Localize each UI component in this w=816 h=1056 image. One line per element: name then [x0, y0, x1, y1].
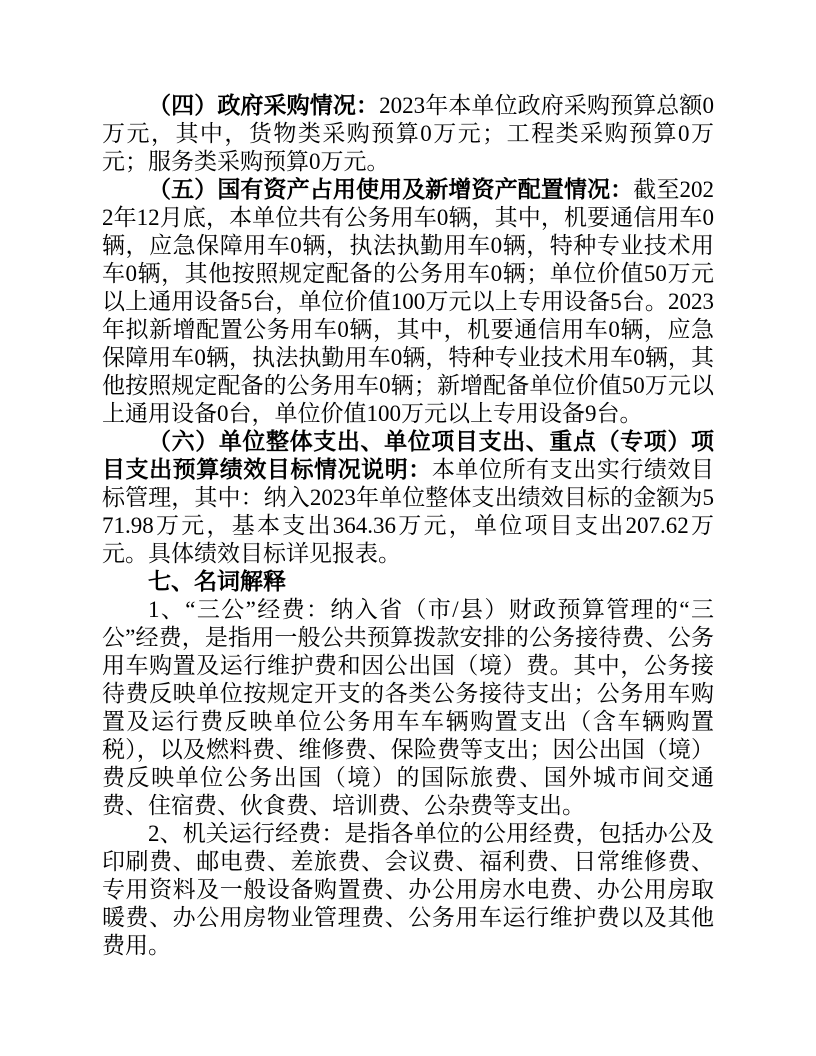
- paragraph-glossary-operating-funds: [102, 820, 714, 960]
- paragraph-government-procurement: [102, 92, 714, 176]
- section-heading: （五）国有资产占用使用及新增资产配置情况：: [148, 177, 634, 202]
- paragraph-performance-targets: [102, 428, 714, 568]
- section-body-text: 截至2022年12月底，本单位共有公务用车0辆，其中，机要通信用车0辆，应急保障用车0辆，执法执勤用车0辆，特种专业技术用车0辆，其他按照规定配备的公务用车0辆；单位价值50万元以上通用设备5台，单位价值100万元以上专用设备5台。2023年拟新增配置公务用车0辆，其中，机要通信用车0辆，应急保障用车0辆，执法执勤用车0辆，特种专业技术用车0辆，其他按照规定配备的公务用车0辆；新增配备单位价值50万元以上通用设备0台，单位价值100万元以上专用设备9台。: [102, 177, 715, 426]
- section-body-text: 1、“三公”经费：纳入省（市/县）财政预算管理的“三公”经费，是指用一般公共预算拨款安排的公务接待费、公务用车购置及运行维护费和因公出国（境）费。其中，公务接待费反映单位按规定开支的各类公务接待支出；公务用车购置及运行费反映单位公务用车车辆购置支出（含车辆购置税），以及燃料费、维修费、保险费等支出；因公出国（境）费反映单位公务出国（境）的国际旅费、国外城市间交通费、住宿费、伙食费、培训费、公杂费等支出。: [102, 597, 714, 818]
- paragraph-state-assets: [102, 176, 714, 428]
- section-heading: （六）单位整体支出、单位项目支出、重点（专项）项目支出预算绩效目标情况说明：: [102, 429, 714, 482]
- section-body-text: 2、机关运行经费：是指各单位的公用经费，包括办公及印刷费、邮电费、差旅费、会议费、福利费、日常维修费、专用资料及一般设备购置费、办公用房水电费、办公用房取暖费、办公用房物业管理费、公务用车运行维护费以及其他费用。: [102, 821, 714, 958]
- section-heading: 七、名词解释: [148, 569, 286, 594]
- section-heading: （四）政府采购情况：: [148, 93, 380, 118]
- heading-glossary: [102, 568, 714, 596]
- section-body-text: 本单位所有支出实行绩效目标管理，其中：纳入2023年单位整体支出绩效目标的金额为571.98万元，基本支出364.36万元，单位项目支出207.62万元。具体绩效目标详见报表。: [102, 457, 715, 566]
- section-body-text: 2023年本单位政府采购预算总额0万元，其中，货物类采购预算0万元；工程类采购预算0万元；服务类采购预算0万元。: [102, 93, 715, 174]
- paragraph-glossary-sangong: [102, 596, 714, 820]
